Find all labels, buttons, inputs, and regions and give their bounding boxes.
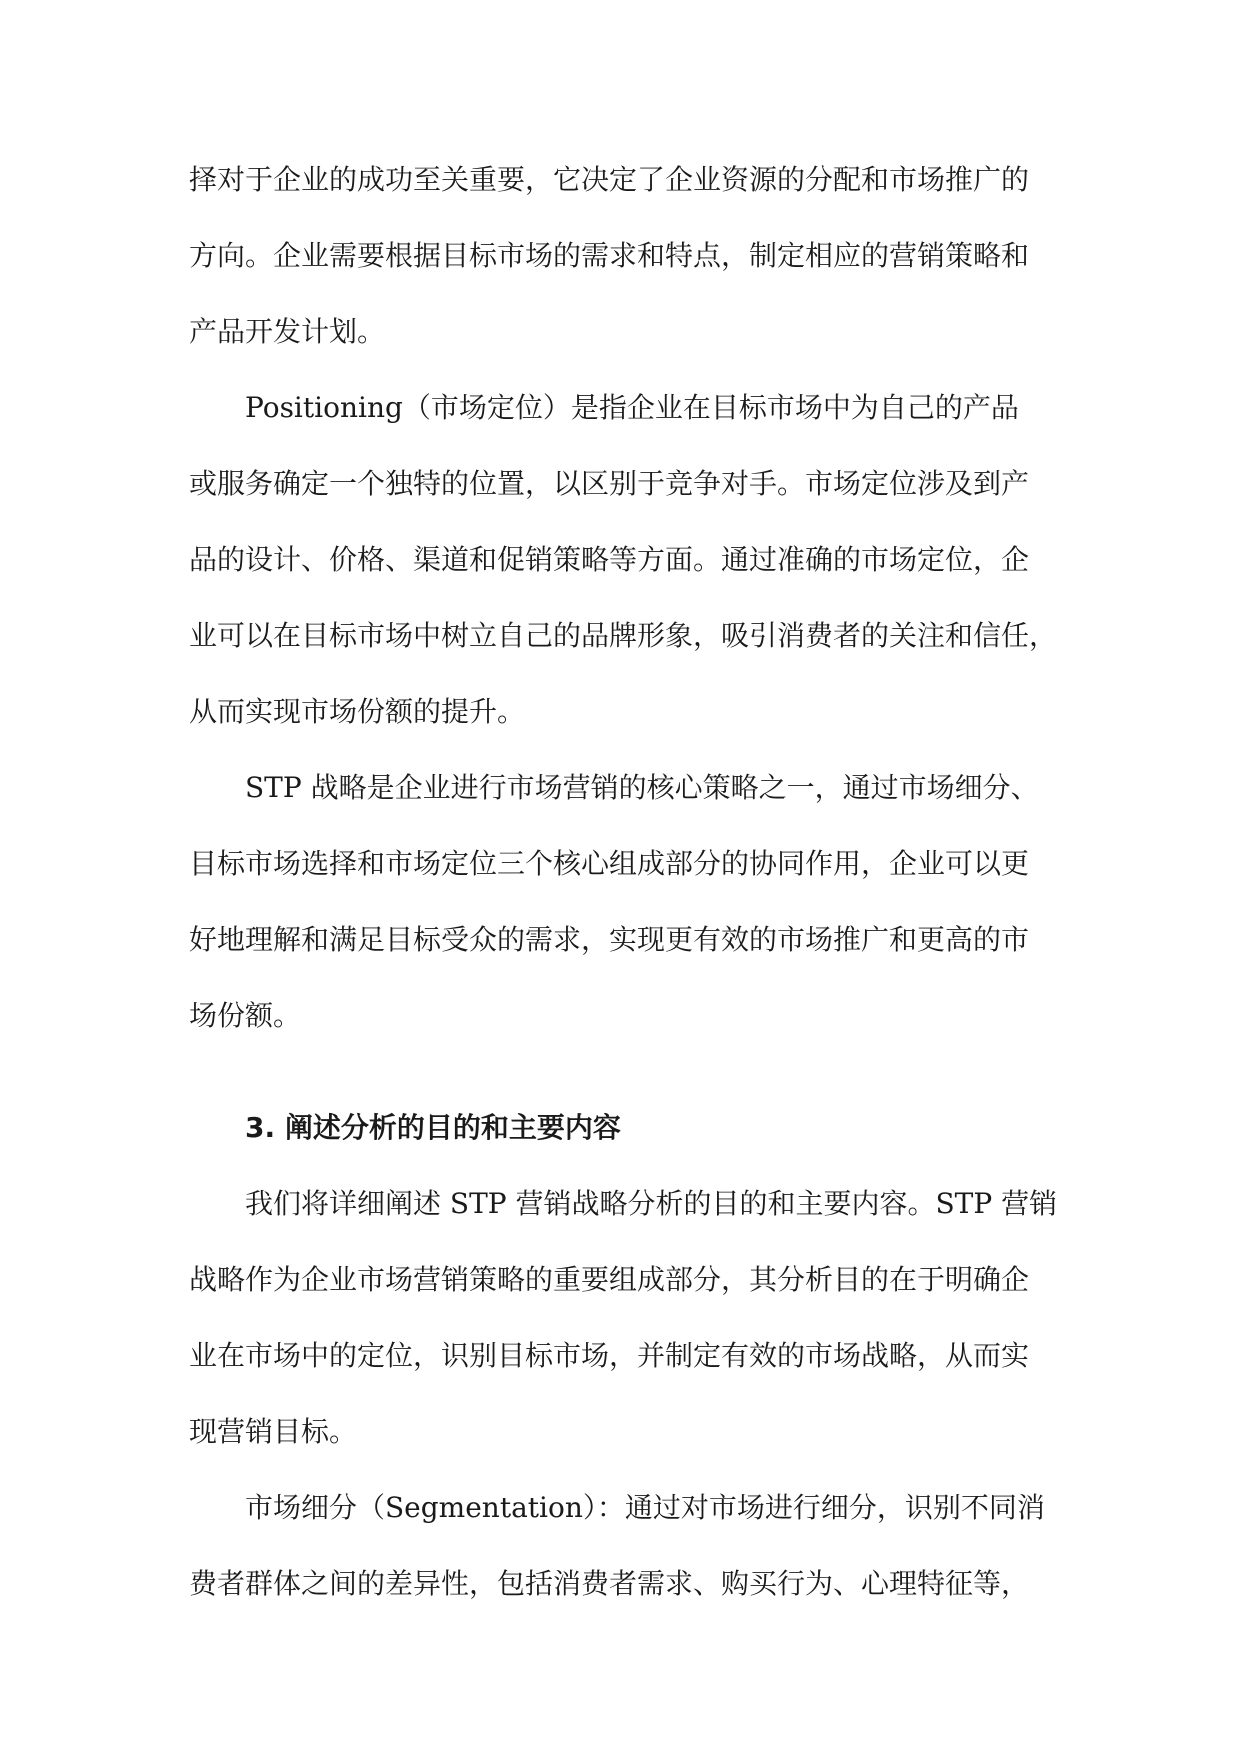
paragraph-continuation bbox=[189, 142, 1052, 370]
paragraph-positioning bbox=[189, 370, 1058, 750]
text-line: 或服务确定一个独特的位置，以区别于竞争对手。市场定位涉及到产 bbox=[189, 467, 1030, 500]
text-line: 从而实现市场份额的提升。 bbox=[189, 695, 526, 728]
text-line: 市场细分（Segmentation）：通过对市场进行细分，识别不同消 bbox=[245, 1491, 1045, 1524]
text-line: 产品开发计划。 bbox=[189, 315, 386, 348]
text-line: 业在市场中的定位，识别目标市场，并制定有效的市场战略，从而实 bbox=[189, 1339, 1030, 1372]
text-line: STP 战略是企业进行市场营销的核心策略之一，通过市场细分、 bbox=[245, 771, 1039, 804]
text-line: 场份额。 bbox=[189, 999, 302, 1032]
text-line: 择对于企业的成功至关重要，它决定了企业资源的分配和市场推广的 bbox=[189, 163, 1030, 196]
paragraph-analysis-purpose bbox=[189, 1166, 1058, 1470]
paragraph-segmentation bbox=[189, 1470, 1052, 1622]
document-body bbox=[189, 142, 1058, 1622]
text-line: 品的设计、价格、渠道和促销策略等方面。通过准确的市场定位，企 bbox=[189, 543, 1030, 576]
text-line: Positioning（市场定位）是指企业在目标市场中为自己的产品 bbox=[245, 391, 1019, 424]
paragraph-stp-strategy bbox=[189, 750, 1052, 1054]
text-line: 我们将详细阐述 STP 营销战略分析的目的和主要内容。STP 营销 bbox=[245, 1187, 1058, 1220]
text-line: 战略作为企业市场营销策略的重要组成部分，其分析目的在于明确企 bbox=[189, 1263, 1030, 1296]
text-line: 目标市场选择和市场定位三个核心组成部分的协同作用，企业可以更 bbox=[189, 847, 1030, 880]
text-line: 费者群体之间的差异性，包括消费者需求、购买行为、心理特征等， bbox=[189, 1567, 1030, 1600]
text-line: 好地理解和满足目标受众的需求，实现更有效的市场推广和更高的市 bbox=[189, 923, 1030, 956]
text-line: 现营销目标。 bbox=[189, 1415, 358, 1448]
text-line: 业可以在目标市场中树立自己的品牌形象，吸引消费者的关注和信任， bbox=[189, 619, 1058, 652]
text-line: 方向。企业需要根据目标市场的需求和特点，制定相应的营销策略和 bbox=[189, 239, 1030, 272]
section-heading: 3. 阐述分析的目的和主要内容 bbox=[245, 1111, 621, 1144]
